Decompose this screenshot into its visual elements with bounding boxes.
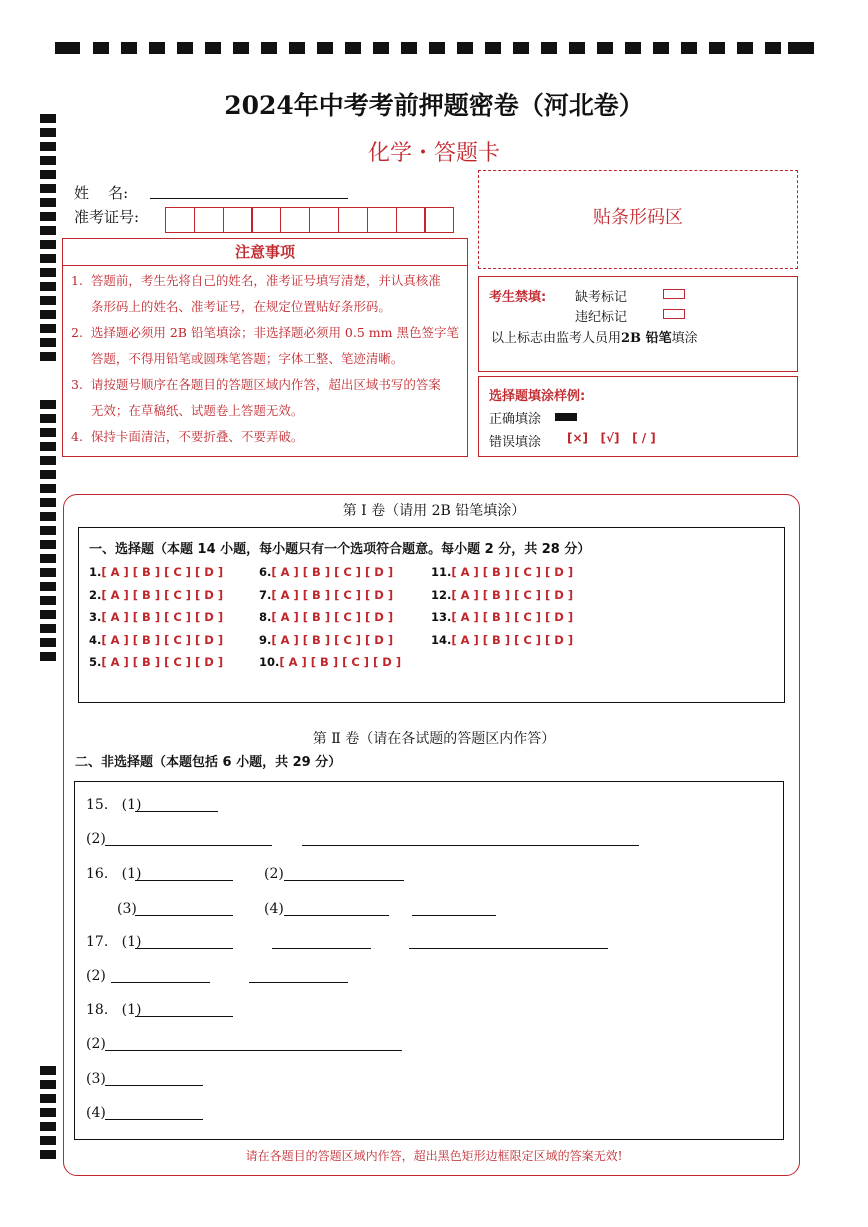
timing-mark [40, 310, 56, 319]
sample-box [478, 376, 798, 457]
timing-mark [40, 442, 56, 451]
timing-mark [40, 352, 56, 361]
wrong-label: 错误填涂 [489, 435, 542, 450]
footer-warning: 请在各题目的答题区域内作答，超出黑色矩形边框限定区域的答案无效! [245, 1149, 623, 1163]
forbidden-box [478, 276, 798, 372]
answer-blank[interactable] [302, 845, 639, 846]
question-number: 13. [431, 610, 452, 624]
answer-blank[interactable] [135, 1016, 233, 1017]
q17-1-label: 17. (1) [86, 934, 142, 950]
q16-2-label: (2) [264, 866, 284, 882]
answer-blank[interactable] [284, 880, 404, 881]
name-field[interactable] [150, 198, 348, 199]
page-subtitle: 化学・答题卡 [367, 141, 500, 166]
timing-mark [40, 456, 56, 465]
id-digit-box[interactable] [396, 207, 426, 233]
choice-question[interactable] [259, 588, 393, 602]
answer-blank[interactable] [272, 948, 371, 949]
choice-question[interactable] [89, 655, 223, 669]
part1-title: 第 Ⅰ 卷（请用 2B 铅笔填涂） [342, 503, 526, 519]
forbidden-note-bold: 2B 铅笔 [621, 331, 672, 346]
timing-mark [40, 400, 56, 409]
timing-mark [40, 638, 56, 647]
choice-options[interactable]: [ A ] [ B ] [ C ] [ D ] [451, 632, 574, 647]
timing-mark [40, 1122, 56, 1131]
notice-item: 1. 答题前，考生先将自己的姓名，准考证号填写清楚，并认真核准 [71, 273, 441, 288]
question-number: 14. [431, 632, 452, 647]
timing-mark [40, 240, 56, 249]
answer-blank[interactable] [284, 915, 389, 916]
choice-question[interactable] [259, 655, 401, 669]
id-digit-box[interactable] [165, 207, 195, 233]
choice-options[interactable]: [ A ] [ B ] [ C ] [ D ] [101, 587, 224, 602]
violation-label: 违纪标记 [575, 310, 628, 325]
timing-mark [40, 596, 56, 605]
timing-mark [40, 610, 56, 619]
q18-4-label: (4) [86, 1105, 106, 1121]
choice-question[interactable] [259, 610, 393, 624]
notice-item: 4. 保持卡面清洁，不要折叠、不要弄破。 [71, 429, 304, 444]
id-digit-box[interactable] [309, 207, 339, 233]
q18-2-label: (2) [86, 1036, 106, 1052]
q16-3-label: (3) [117, 901, 137, 917]
choice-question[interactable] [431, 588, 573, 602]
question-number: 11. [431, 565, 452, 579]
choice-options[interactable]: [ A ] [ B ] [ C ] [ D ] [101, 610, 224, 624]
timing-mark [40, 1108, 56, 1117]
choice-options[interactable]: [ A ] [ B ] [ C ] [ D ] [451, 565, 574, 579]
notice-item: 无效；在草稿纸、试题卷上答题无效。 [71, 403, 304, 418]
q18-3-label: (3) [86, 1071, 106, 1087]
answer-blank[interactable] [249, 982, 348, 983]
answer-blank[interactable] [135, 948, 233, 949]
timing-mark [40, 296, 56, 305]
timing-mark [40, 1080, 56, 1089]
choice-options[interactable]: [ A ] [ B ] [ C ] [ D ] [271, 610, 394, 624]
q16-1-label: 16. (1) [86, 866, 142, 882]
id-digit-box[interactable] [194, 207, 224, 233]
question-number: 5. [89, 655, 102, 669]
id-digit-box[interactable] [367, 207, 397, 233]
timing-mark [40, 526, 56, 535]
answer-blank[interactable] [105, 1119, 203, 1120]
question-number: 7. [259, 587, 272, 602]
correct-fill-sample [555, 413, 577, 421]
answer-blank[interactable] [135, 915, 233, 916]
q15-2-label: (2) [86, 831, 106, 847]
timing-mark [40, 170, 56, 179]
choice-options[interactable]: [ A ] [ B ] [ C ] [ D ] [271, 565, 394, 579]
correct-label: 正确填涂 [489, 412, 542, 427]
id-digit-box[interactable] [424, 207, 454, 233]
answer-blank[interactable] [135, 880, 233, 881]
timing-mark [40, 1066, 56, 1075]
timing-mark [40, 470, 56, 479]
id-digit-box[interactable] [223, 207, 253, 233]
answer-blank[interactable] [412, 915, 496, 916]
question-number: 9. [259, 632, 272, 647]
question-number: 2. [89, 587, 102, 602]
choice-question[interactable] [89, 610, 223, 624]
question-number: 6. [259, 565, 272, 579]
forbidden-title: 考生禁填: [489, 290, 547, 305]
choice-question[interactable] [431, 633, 573, 647]
timing-mark [40, 198, 56, 207]
question-number: 8. [259, 610, 272, 624]
answer-blank[interactable] [111, 982, 210, 983]
choice-box [78, 527, 785, 703]
choice-question[interactable] [431, 565, 573, 579]
timing-mark [40, 1094, 56, 1103]
choice-options[interactable]: [ A ] [ B ] [ C ] [ D ] [279, 655, 402, 669]
id-label: 准考证号: [74, 208, 140, 226]
part2-title: 第 Ⅱ 卷（请在各试题的答题区内作答） [312, 731, 556, 747]
choice-question[interactable] [259, 565, 393, 579]
choice-question[interactable] [89, 565, 223, 579]
notice-title: 注意事项 [63, 239, 467, 266]
choice-options[interactable]: [ A ] [ B ] [ C ] [ D ] [101, 632, 224, 647]
timing-mark [40, 428, 56, 437]
forbidden-note-suffix: 填涂 [671, 331, 698, 346]
choice-options[interactable]: [ A ] [ B ] [ C ] [ D ] [271, 632, 394, 647]
timing-mark [40, 652, 56, 661]
id-digit-box[interactable] [338, 207, 368, 233]
timing-mark [40, 254, 56, 263]
notice-item: 条形码上的姓名、准考证号，在规定位置贴好条形码。 [71, 299, 391, 314]
q18-1-label: 18. (1) [86, 1002, 142, 1018]
sample-title: 选择题填涂样例: [489, 389, 586, 404]
question-number: 4. [89, 632, 102, 647]
question-number: 3. [89, 610, 102, 624]
timing-mark [40, 1136, 56, 1145]
choice-options[interactable]: [ A ] [ B ] [ C ] [ D ] [451, 610, 574, 624]
q15-1-label: 15. (1) [86, 797, 142, 813]
barcode-area [478, 170, 798, 269]
choice-options[interactable]: [ A ] [ B ] [ C ] [ D ] [451, 587, 574, 602]
q16-4-label: (4) [264, 901, 284, 917]
question-number: 12. [431, 587, 452, 602]
timing-mark [40, 414, 56, 423]
timing-mark [40, 338, 56, 347]
timing-mark [40, 184, 56, 193]
nonchoice-box [74, 781, 784, 1140]
choice-options[interactable]: [ A ] [ B ] [ C ] [ D ] [271, 587, 394, 602]
answer-blank[interactable] [105, 845, 272, 846]
answer-blank[interactable] [409, 948, 608, 949]
q17-2-label: (2) [86, 968, 106, 984]
id-digit-box[interactable] [251, 207, 281, 233]
question-number: 10. [259, 655, 280, 669]
forbidden-note [491, 327, 698, 346]
timing-mark [40, 540, 56, 549]
timing-mark [40, 212, 56, 221]
barcode-label: 贴条形码区 [593, 207, 683, 228]
wrong-samples: [×] [√] [ / ] [567, 431, 656, 445]
notice-item: 答题，不得用铅笔或圆珠笔答题；字体工整、笔迹清晰。 [71, 351, 404, 366]
absent-label: 缺考标记 [575, 290, 628, 305]
answer-blank[interactable] [135, 811, 218, 812]
timing-mark [40, 582, 56, 591]
absent-mark-box[interactable] [663, 289, 685, 299]
id-boxes[interactable] [165, 207, 453, 233]
question-number: 1. [89, 565, 102, 579]
choice-section-title: 一、选择题（本题 14 小题，每小题只有一个选项符合题意。每小题 2 分，共 28 分） [89, 542, 591, 557]
choice-question[interactable] [259, 633, 393, 647]
choice-options[interactable]: [ A ] [ B ] [ C ] [ D ] [101, 565, 224, 579]
timing-mark [40, 554, 56, 563]
timing-mark [40, 624, 56, 633]
id-digit-box[interactable] [280, 207, 310, 233]
name-label: 姓 名: [74, 184, 129, 202]
timing-mark [40, 268, 56, 277]
notice-box [62, 238, 468, 457]
page-title: 2024年中考考前押题密卷（河北卷） [224, 91, 644, 120]
timing-mark [40, 282, 56, 291]
nonchoice-section-title: 二、非选择题（本题包括 6 小题，共 29 分） [75, 755, 342, 770]
choice-question[interactable] [89, 633, 223, 647]
timing-mark [40, 484, 56, 493]
forbidden-note-prefix: 以上标志由监考人员用 [491, 331, 622, 346]
answer-blank[interactable] [105, 1050, 402, 1051]
timing-mark [40, 568, 56, 577]
notice-item: 3. 请按题号顺序在各题目的答题区域内作答，超出区域书写的答案 [71, 377, 441, 392]
timing-mark [40, 226, 56, 235]
choice-question[interactable] [431, 610, 573, 624]
answer-blank[interactable] [105, 1085, 203, 1086]
choice-options[interactable]: [ A ] [ B ] [ C ] [ D ] [101, 655, 224, 669]
notice-item: 2. 选择题必须用 2B 铅笔填涂；非选择题必须用 0.5 mm 黑色签字笔 [71, 325, 459, 340]
violation-mark-box[interactable] [663, 309, 685, 319]
choice-question[interactable] [89, 588, 223, 602]
timing-mark [40, 324, 56, 333]
